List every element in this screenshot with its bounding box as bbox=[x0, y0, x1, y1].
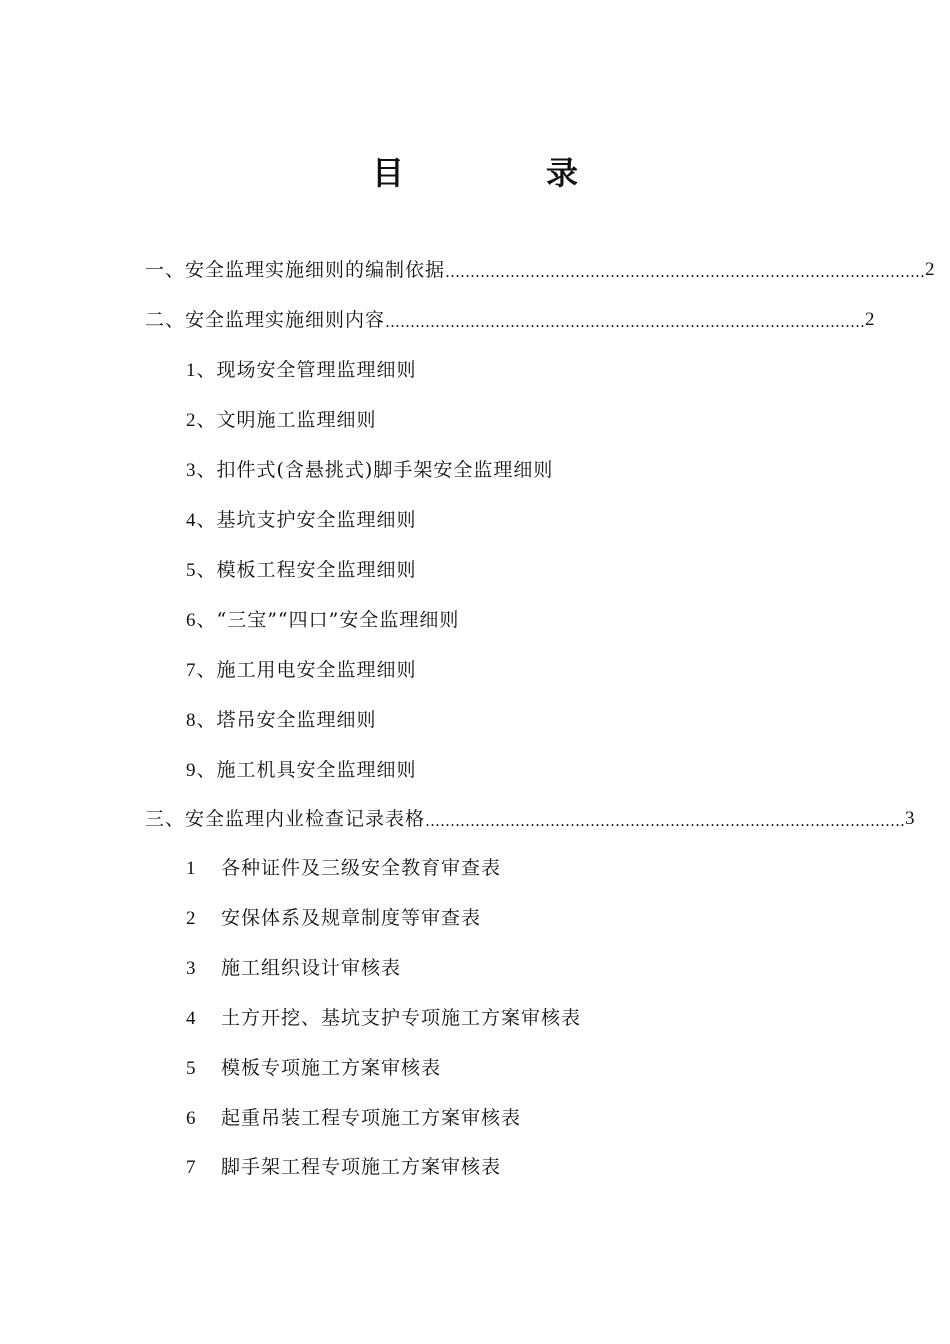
toc-item-label: 、塔吊安全监理细则 bbox=[196, 709, 377, 731]
toc-section-label: 二、安全监理实施细则内容 bbox=[145, 309, 386, 331]
toc-item-number: 4 bbox=[186, 510, 197, 531]
toc-item[interactable] bbox=[186, 1103, 786, 1133]
toc-item[interactable] bbox=[186, 705, 786, 735]
toc-item[interactable] bbox=[186, 1152, 786, 1182]
toc-item-label: 、施工机具安全监理细则 bbox=[196, 759, 417, 781]
toc-item-number: 6 bbox=[186, 610, 197, 631]
toc-item-number: 3 bbox=[186, 460, 197, 481]
toc-section-label: 一、安全监理实施细则的编制依据 bbox=[145, 259, 446, 281]
toc-item-label: 、现场安全管理监理细则 bbox=[196, 359, 417, 381]
toc-item-label: 模板专项施工方案审核表 bbox=[221, 1057, 442, 1079]
toc-section-2[interactable] bbox=[145, 305, 876, 335]
toc-item-number: 6 bbox=[186, 1108, 197, 1129]
toc-item-number: 5 bbox=[186, 560, 197, 581]
toc-item[interactable] bbox=[186, 605, 786, 635]
toc-item[interactable] bbox=[186, 655, 786, 685]
toc-item-label: 脚手架工程专项施工方案审核表 bbox=[221, 1156, 502, 1178]
toc-item[interactable] bbox=[186, 903, 786, 933]
toc-item-label: 起重吊装工程专项施工方案审核表 bbox=[221, 1107, 522, 1129]
toc-item-label: 施工组织设计审核表 bbox=[221, 957, 402, 979]
toc-item-number: 1 bbox=[186, 360, 197, 381]
toc-item-label: 、文明施工监理细则 bbox=[196, 409, 377, 431]
dot-leader: …………………………………………………………………………………… bbox=[385, 313, 866, 331]
toc-item[interactable] bbox=[186, 853, 786, 883]
toc-page-number: 3 bbox=[905, 808, 916, 829]
toc-item-number: 1 bbox=[186, 858, 197, 879]
toc-item-number: 4 bbox=[186, 1008, 197, 1029]
toc-item[interactable] bbox=[186, 953, 786, 983]
title-char-lu: 录 bbox=[546, 154, 579, 192]
toc-item-number: 5 bbox=[186, 1058, 197, 1079]
page-title bbox=[0, 150, 950, 200]
toc-page-number: 2 bbox=[865, 309, 876, 330]
toc-item-label: 、模板工程安全监理细则 bbox=[196, 559, 417, 581]
toc-item[interactable] bbox=[186, 505, 786, 535]
toc-item[interactable] bbox=[186, 555, 786, 585]
toc-item-label: 、扣件式(含悬挑式)脚手架安全监理细则 bbox=[196, 459, 554, 481]
toc-item-label: 安保体系及规章制度等审查表 bbox=[221, 907, 482, 929]
toc-item-number: 7 bbox=[186, 1157, 197, 1178]
dot-leader: …………………………………………………………………………………… bbox=[425, 812, 906, 830]
dot-leader: …………………………………………………………………………………… bbox=[445, 263, 926, 281]
toc-item[interactable] bbox=[186, 1053, 786, 1083]
toc-item[interactable] bbox=[186, 355, 786, 385]
toc-item-label: 、“三宝”“四口”安全监理细则 bbox=[196, 609, 460, 631]
toc-item-number: 7 bbox=[186, 660, 197, 681]
toc-item[interactable] bbox=[186, 755, 786, 785]
toc-page-number: 2 bbox=[925, 259, 936, 280]
toc-item-label: 土方开挖、基坑支护专项施工方案审核表 bbox=[221, 1007, 582, 1029]
toc-item-number: 2 bbox=[186, 908, 197, 929]
title-char-mu: 目 bbox=[372, 154, 405, 192]
toc-item[interactable] bbox=[186, 455, 786, 485]
toc-item-number: 2 bbox=[186, 410, 197, 431]
toc-item-number: 3 bbox=[186, 958, 197, 979]
toc-item-label: 、施工用电安全监理细则 bbox=[196, 659, 417, 681]
toc-section-label: 三、安全监理内业检查记录表格 bbox=[145, 808, 426, 830]
toc-item-label: 、基坑支护安全监理细则 bbox=[196, 509, 417, 531]
toc-item-label: 各种证件及三级安全教育审查表 bbox=[221, 857, 502, 879]
toc-item[interactable] bbox=[186, 1003, 786, 1033]
toc-section-1[interactable] bbox=[145, 255, 936, 285]
toc-item-number: 8 bbox=[186, 710, 197, 731]
toc-item-number: 9 bbox=[186, 760, 197, 781]
toc-item[interactable] bbox=[186, 405, 786, 435]
toc-section-3[interactable] bbox=[145, 804, 916, 834]
